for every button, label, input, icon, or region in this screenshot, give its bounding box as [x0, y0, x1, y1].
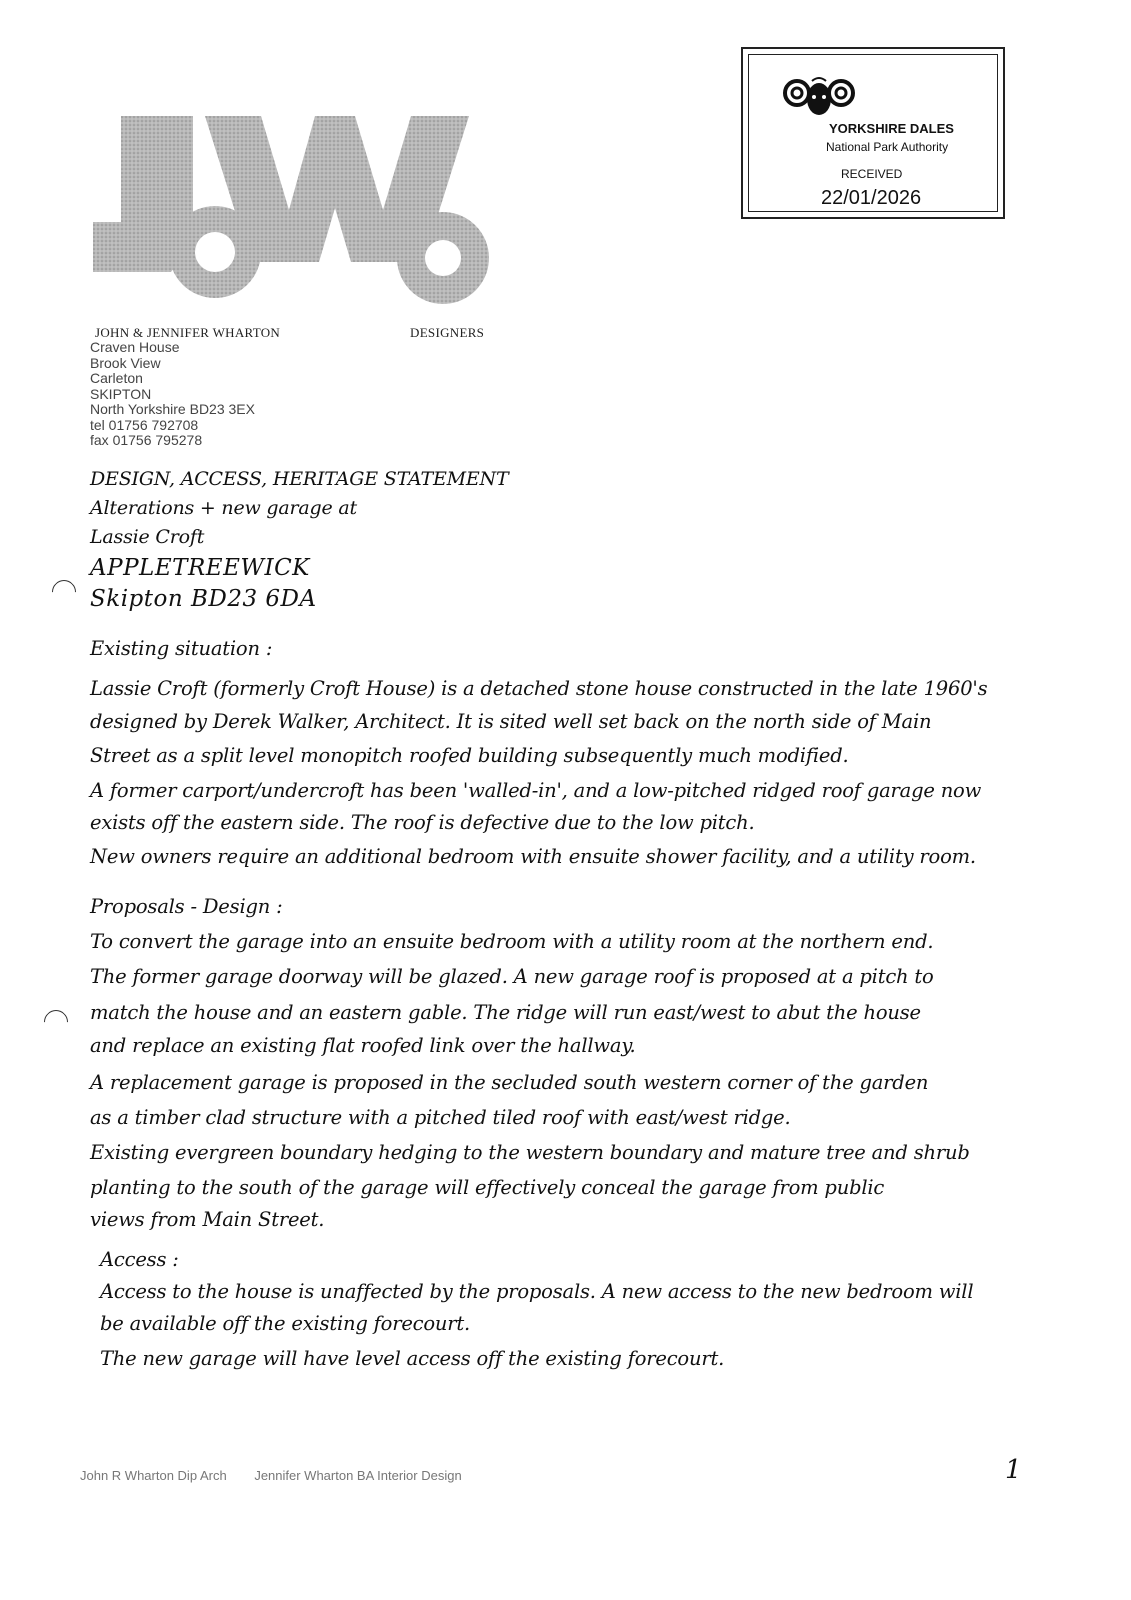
address-line: North Yorkshire BD23 3EX	[90, 401, 255, 417]
page-number: 1	[1005, 1455, 1022, 1485]
footer-names	[80, 1468, 486, 1483]
proposals-line: Existing evergreen boundary hedging to the western boundary and mature tree and shrub	[90, 1141, 970, 1164]
existing-heading: Existing situation :	[90, 637, 273, 660]
access-line: The new garage will have level access off the existing forecourt.	[100, 1347, 725, 1370]
proposals-line: and replace an existing flat roofed link over the hallway.	[90, 1034, 636, 1057]
proposals-line: as a timber clad structure with a pitched tiled roof with east/west ridge.	[90, 1106, 791, 1129]
existing-line: Street as a split level monopitch roofed building subsequently much modified.	[90, 744, 849, 767]
stamp-date: 22/01/2026	[821, 187, 922, 209]
existing-line: exists off the eastern side. The roof is defective due to the low pitch.	[90, 811, 755, 834]
proposals-line: A replacement garage is proposed in the secluded south western corner of the garden	[90, 1071, 929, 1094]
existing-line: designed by Derek Walker, Architect. It is sited well set back on the north side of Main	[90, 710, 932, 733]
statement-title: DESIGN, ACCESS, HERITAGE STATEMENT	[90, 468, 509, 490]
stamp-received-label: RECEIVED	[841, 167, 903, 181]
proposals-line: To convert the garage into an ensuite bedroom with a utility room at the northern end.	[90, 930, 934, 953]
address-phone: tel 01756 792708	[90, 416, 199, 433]
proposals-heading: Proposals - Design :	[90, 895, 283, 918]
access-line: be available off the existing forecourt.	[100, 1312, 471, 1335]
received-stamp	[741, 47, 1005, 219]
address-line: Carleton	[90, 370, 143, 386]
existing-line: A former carport/undercroft has been 'walled-in', and a low-pitched ridged roof garage now	[90, 779, 982, 802]
existing-line: Lassie Croft (formerly Croft House) is a detached stone house constructed in the late 1960's	[90, 677, 988, 700]
stamp-inner-border	[748, 54, 998, 212]
proposals-line: match the house and an eastern gable. The ridge will run east/west to abut the house	[90, 1001, 921, 1024]
firm-role: DESIGNERS	[410, 325, 485, 340]
firm-name: JOHN & JENNIFER WHARTON	[95, 325, 281, 340]
jw-monogram-logo	[93, 112, 498, 308]
stamp-organisation: YORKSHIRE DALES	[829, 121, 954, 136]
property-name: Lassie Croft	[90, 526, 205, 548]
proposals-line: The former garage doorway will be glazed. A new garage roof is proposed at a pitch to	[90, 965, 934, 988]
footer-name-john: John R Wharton Dip Arch	[80, 1468, 227, 1483]
footer-name-jennifer: Jennifer Wharton BA Interior Design	[254, 1468, 462, 1483]
proposals-line: planting to the south of the garage will effectively conceal the garage from public	[90, 1176, 885, 1199]
letterhead-address	[90, 340, 255, 449]
address-fax: fax 01756 795278	[90, 432, 203, 448]
access-heading: Access :	[100, 1248, 179, 1271]
punch-hole-mark	[39, 1005, 73, 1039]
existing-line: New owners require an additional bedroom with ensuite shower facility, and a utility room.	[90, 845, 976, 868]
address-line: Brook View	[90, 354, 161, 371]
property-postcode: Skipton BD23 6DA	[90, 586, 317, 612]
access-line: Access to the house is unaffected by the proposals. A new access to the new bedroom will	[100, 1280, 974, 1303]
ram-head-icon	[779, 73, 859, 123]
property-village: APPLETREEWICK	[90, 555, 310, 581]
proposals-line: views from Main Street.	[90, 1208, 325, 1231]
address-line: Craven House	[90, 339, 180, 355]
stamp-organisation-sub: National Park Authority	[826, 140, 949, 154]
punch-hole-mark	[47, 575, 81, 609]
statement-subtitle: Alterations + new garage at	[90, 497, 357, 519]
address-line: SKIPTON	[90, 385, 152, 402]
